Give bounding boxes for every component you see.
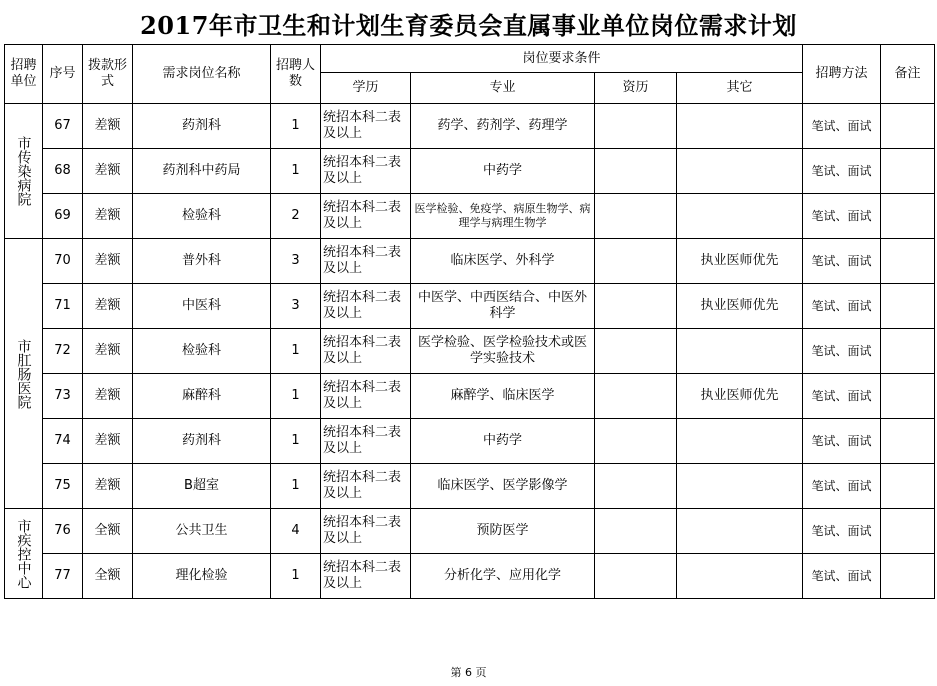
row-funding: 全额 bbox=[83, 509, 133, 554]
row-qualification bbox=[595, 194, 677, 239]
table-row bbox=[5, 374, 935, 419]
header-requirements: 岗位要求条件 bbox=[321, 45, 803, 73]
row-method: 笔试、面试 bbox=[803, 464, 881, 509]
unit-name: 市疾控中心 bbox=[5, 509, 43, 599]
row-method: 笔试、面试 bbox=[803, 149, 881, 194]
table-row bbox=[5, 509, 935, 554]
row-major: 医学检验、医学检验技术或医学实验技术 bbox=[411, 329, 595, 374]
row-seq: 71 bbox=[43, 284, 83, 329]
row-other bbox=[677, 104, 803, 149]
row-remarks bbox=[881, 464, 935, 509]
row-remarks bbox=[881, 554, 935, 599]
row-funding: 全额 bbox=[83, 554, 133, 599]
row-education: 统招本科二表及以上 bbox=[321, 464, 411, 509]
header-method: 招聘方法 bbox=[803, 45, 881, 104]
row-major: 中药学 bbox=[411, 149, 595, 194]
row-major: 药学、药剂学、药理学 bbox=[411, 104, 595, 149]
row-remarks bbox=[881, 374, 935, 419]
table-row bbox=[5, 284, 935, 329]
unit-name: 市传染病院 bbox=[5, 104, 43, 239]
row-funding: 差额 bbox=[83, 104, 133, 149]
row-seq: 76 bbox=[43, 509, 83, 554]
header-position: 需求岗位名称 bbox=[133, 45, 271, 104]
header-seq: 序号 bbox=[43, 45, 83, 104]
row-major: 临床医学、医学影像学 bbox=[411, 464, 595, 509]
row-method: 笔试、面试 bbox=[803, 554, 881, 599]
table-row bbox=[5, 419, 935, 464]
row-major: 医学检验、免疫学、病原生物学、病理学与病理生物学 bbox=[411, 194, 595, 239]
row-major: 中医学、中西医结合、中医外科学 bbox=[411, 284, 595, 329]
row-remarks bbox=[881, 329, 935, 374]
row-remarks bbox=[881, 509, 935, 554]
header-unit: 招聘单位 bbox=[5, 45, 43, 104]
row-method: 笔试、面试 bbox=[803, 104, 881, 149]
document-title: 2017年市卫生和计划生育委员会直属事业单位岗位需求计划 bbox=[140, 11, 797, 40]
header-count: 招聘人数 bbox=[271, 45, 321, 104]
row-major: 麻醉学、临床医学 bbox=[411, 374, 595, 419]
table-row bbox=[5, 149, 935, 194]
row-education: 统招本科二表及以上 bbox=[321, 554, 411, 599]
row-position: B超室 bbox=[133, 464, 271, 509]
row-count: 1 bbox=[271, 104, 321, 149]
row-count: 1 bbox=[271, 374, 321, 419]
table-row bbox=[5, 104, 935, 149]
row-other: 执业医师优先 bbox=[677, 284, 803, 329]
row-education: 统招本科二表及以上 bbox=[321, 149, 411, 194]
row-qualification bbox=[595, 329, 677, 374]
row-seq: 74 bbox=[43, 419, 83, 464]
row-count: 1 bbox=[271, 149, 321, 194]
row-other: 执业医师优先 bbox=[677, 239, 803, 284]
row-other bbox=[677, 149, 803, 194]
row-qualification bbox=[595, 239, 677, 284]
row-education: 统招本科二表及以上 bbox=[321, 509, 411, 554]
row-count: 1 bbox=[271, 554, 321, 599]
row-seq: 67 bbox=[43, 104, 83, 149]
row-remarks bbox=[881, 149, 935, 194]
row-major: 中药学 bbox=[411, 419, 595, 464]
row-method: 笔试、面试 bbox=[803, 419, 881, 464]
row-funding: 差额 bbox=[83, 149, 133, 194]
row-education: 统招本科二表及以上 bbox=[321, 329, 411, 374]
header-other: 其它 bbox=[677, 73, 803, 104]
table-row bbox=[5, 329, 935, 374]
row-remarks bbox=[881, 194, 935, 239]
row-education: 统招本科二表及以上 bbox=[321, 374, 411, 419]
row-position: 普外科 bbox=[133, 239, 271, 284]
row-remarks bbox=[881, 419, 935, 464]
header-remarks: 备注 bbox=[881, 45, 935, 104]
row-education: 统招本科二表及以上 bbox=[321, 239, 411, 284]
row-other bbox=[677, 329, 803, 374]
row-qualification bbox=[595, 374, 677, 419]
row-count: 3 bbox=[271, 284, 321, 329]
header-major: 专业 bbox=[411, 73, 595, 104]
row-qualification bbox=[595, 464, 677, 509]
row-other bbox=[677, 509, 803, 554]
row-position: 麻醉科 bbox=[133, 374, 271, 419]
unit-name: 市肛肠医院 bbox=[5, 239, 43, 509]
row-other bbox=[677, 554, 803, 599]
row-other bbox=[677, 194, 803, 239]
row-position: 理化检验 bbox=[133, 554, 271, 599]
row-education: 统招本科二表及以上 bbox=[321, 194, 411, 239]
row-position: 药剂科中药局 bbox=[133, 149, 271, 194]
row-funding: 差额 bbox=[83, 464, 133, 509]
table-row bbox=[5, 554, 935, 599]
row-other: 执业医师优先 bbox=[677, 374, 803, 419]
row-education: 统招本科二表及以上 bbox=[321, 419, 411, 464]
row-funding: 差额 bbox=[83, 284, 133, 329]
row-remarks bbox=[881, 239, 935, 284]
row-qualification bbox=[595, 419, 677, 464]
row-seq: 69 bbox=[43, 194, 83, 239]
row-funding: 差额 bbox=[83, 374, 133, 419]
row-position: 公共卫生 bbox=[133, 509, 271, 554]
header-education: 学历 bbox=[321, 73, 411, 104]
row-position: 药剂科 bbox=[133, 104, 271, 149]
row-method: 笔试、面试 bbox=[803, 239, 881, 284]
row-qualification bbox=[595, 284, 677, 329]
table-row bbox=[5, 239, 935, 284]
row-method: 笔试、面试 bbox=[803, 509, 881, 554]
row-funding: 差额 bbox=[83, 419, 133, 464]
row-funding: 差额 bbox=[83, 239, 133, 284]
row-method: 笔试、面试 bbox=[803, 374, 881, 419]
header-funding: 拨款形式 bbox=[83, 45, 133, 104]
header-qualification: 资历 bbox=[595, 73, 677, 104]
row-position: 药剂科 bbox=[133, 419, 271, 464]
row-remarks bbox=[881, 104, 935, 149]
recruitment-plan-table bbox=[4, 44, 935, 599]
row-method: 笔试、面试 bbox=[803, 329, 881, 374]
row-major: 分析化学、应用化学 bbox=[411, 554, 595, 599]
row-seq: 70 bbox=[43, 239, 83, 284]
row-funding: 差额 bbox=[83, 329, 133, 374]
table-row bbox=[5, 464, 935, 509]
row-other bbox=[677, 464, 803, 509]
row-remarks bbox=[881, 284, 935, 329]
row-count: 1 bbox=[271, 329, 321, 374]
row-count: 2 bbox=[271, 194, 321, 239]
row-education: 统招本科二表及以上 bbox=[321, 104, 411, 149]
row-seq: 73 bbox=[43, 374, 83, 419]
row-position: 中医科 bbox=[133, 284, 271, 329]
row-funding: 差额 bbox=[83, 194, 133, 239]
row-major: 临床医学、外科学 bbox=[411, 239, 595, 284]
row-other bbox=[677, 419, 803, 464]
row-count: 3 bbox=[271, 239, 321, 284]
row-count: 1 bbox=[271, 419, 321, 464]
page-number: 第 6 页 bbox=[450, 666, 487, 679]
row-seq: 77 bbox=[43, 554, 83, 599]
row-count: 4 bbox=[271, 509, 321, 554]
row-seq: 72 bbox=[43, 329, 83, 374]
table-row bbox=[5, 194, 935, 239]
row-qualification bbox=[595, 509, 677, 554]
row-qualification bbox=[595, 554, 677, 599]
row-method: 笔试、面试 bbox=[803, 284, 881, 329]
row-position: 检验科 bbox=[133, 194, 271, 239]
row-method: 笔试、面试 bbox=[803, 194, 881, 239]
row-qualification bbox=[595, 104, 677, 149]
row-count: 1 bbox=[271, 464, 321, 509]
row-seq: 68 bbox=[43, 149, 83, 194]
row-position: 检验科 bbox=[133, 329, 271, 374]
row-seq: 75 bbox=[43, 464, 83, 509]
row-major: 预防医学 bbox=[411, 509, 595, 554]
row-education: 统招本科二表及以上 bbox=[321, 284, 411, 329]
row-qualification bbox=[595, 149, 677, 194]
